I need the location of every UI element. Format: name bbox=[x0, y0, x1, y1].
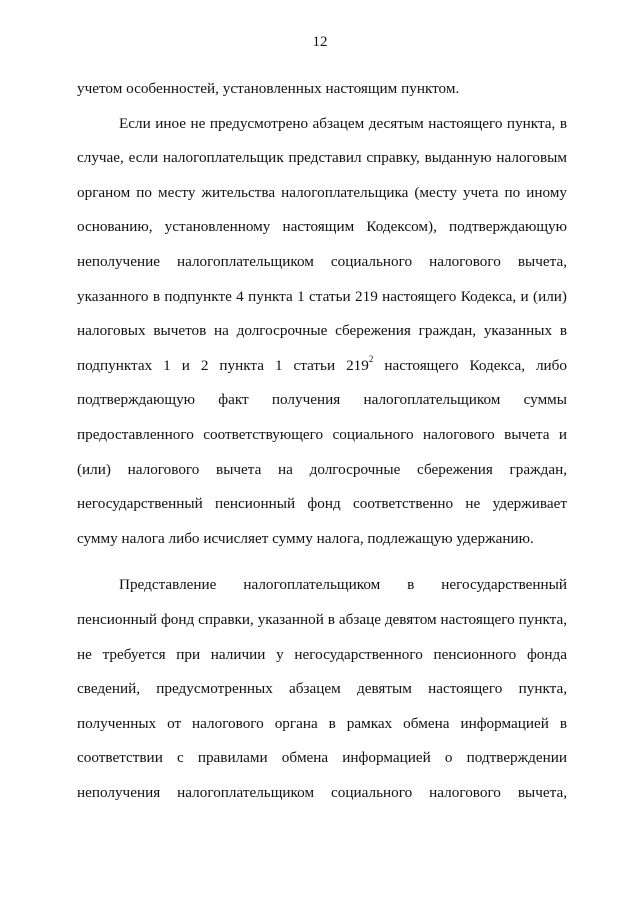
text-line: негосударственный пенсионный фонд соответственно не удерживает bbox=[77, 495, 567, 513]
text-line: неполучение налогоплательщиком социального налогового вычета, bbox=[77, 252, 567, 270]
text-fragment: настоящего Кодекса, либо bbox=[373, 356, 567, 374]
document-body bbox=[77, 72, 567, 810]
text-line-with-superscript bbox=[77, 349, 567, 384]
paragraph-gap bbox=[77, 556, 567, 568]
text-line: основанию, установленному настоящим Кодексом), подтверждающую bbox=[77, 218, 567, 236]
text-line: соответствии с правилами обмена информацией о подтверждении bbox=[77, 749, 567, 767]
text-line: не требуется при наличии у негосударственного пенсионного фонда bbox=[77, 645, 567, 663]
text-line: налоговых вычетов на долгосрочные сбережения граждан, указанных в bbox=[77, 322, 567, 340]
text-line: учетом особенностей, установленных настоящим пунктом. bbox=[77, 80, 460, 97]
superscript: 2 bbox=[368, 353, 374, 364]
text-line: сведений, предусмотренных абзацем девятым настоящего пункта, bbox=[77, 680, 567, 698]
text-line: предоставленного соответствующего социального налогового вычета и bbox=[77, 425, 567, 443]
text-line: подтверждающую факт получения налогоплательщиком суммы bbox=[77, 391, 567, 409]
page-number: 12 bbox=[312, 34, 328, 50]
text-line: сумму налога либо исчисляет сумму налога, подлежащую удержанию. bbox=[77, 529, 534, 547]
text-line: органом по месту жительства налогоплательщика (месту учета по иному bbox=[77, 183, 567, 201]
text-line: Представление налогоплательщиком в негосударственный bbox=[119, 576, 567, 594]
text-line: (или) налогового вычета на долгосрочные сбережения граждан, bbox=[77, 460, 567, 478]
text-line: случае, если налогоплательщик представил справку, выданную налоговым bbox=[77, 149, 567, 167]
text-line: пенсионный фонд справки, указанной в абзаце девятом настоящего пункта, bbox=[77, 610, 567, 628]
text-line: неполучения налогоплательщиком социального налогового вычета, bbox=[77, 783, 567, 801]
text-fragment: подпунктах 1 и 2 пункта 1 статьи 219 bbox=[77, 356, 369, 374]
text-line: Если иное не предусмотрено абзацем десятым настоящего пункта, в bbox=[119, 114, 567, 132]
text-line: указанного в подпункте 4 пункта 1 статьи 219 настоящего Кодекса, и (или) bbox=[77, 287, 567, 305]
text-line: полученных от налогового органа в рамках обмена информацией в bbox=[77, 714, 567, 732]
